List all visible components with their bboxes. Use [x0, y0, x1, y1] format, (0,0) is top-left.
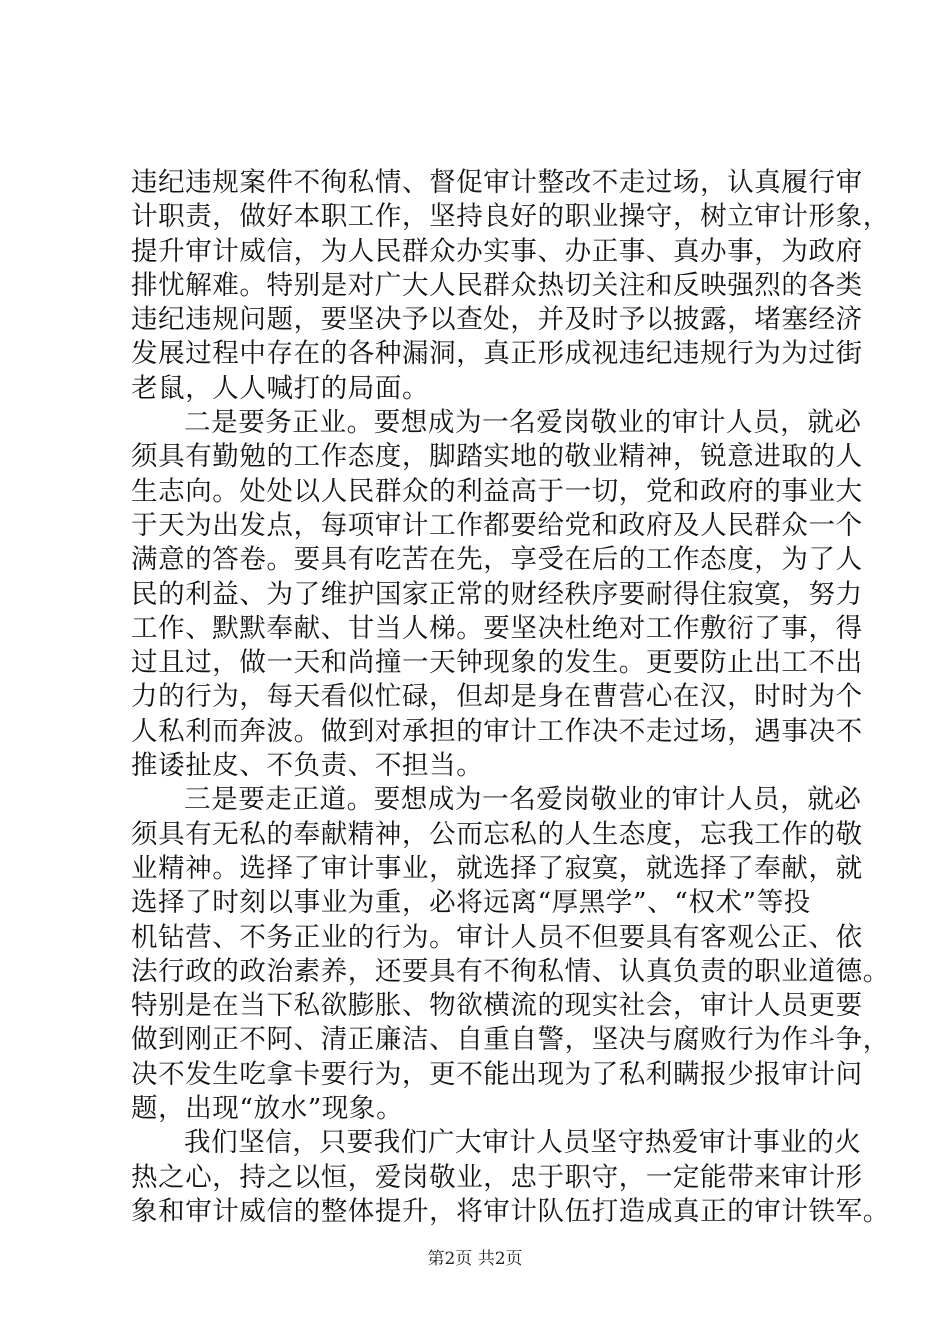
text-line: 提升审计威信，为人民群众办实事、办正事、真办事，为政府	[131, 235, 863, 267]
page-number: 第2页 共2页	[427, 1249, 523, 1269]
text-line: 人私利而奔波。做到对承担的审计工作决不走过场，遇事决不	[131, 715, 863, 747]
text-line: 满意的答卷。要具有吃苦在先，享受在后的工作态度，为了人	[131, 544, 863, 576]
text-line: 我们坚信，只要我们广大审计人员坚守热爱审计事业的火	[184, 1127, 862, 1159]
text-line: 推诿扯皮、不负责、不担当。	[131, 750, 484, 782]
paragraph-3	[131, 783, 890, 1126]
paragraph-2	[131, 406, 863, 783]
text-line: 做到刚正不阿、清正廉洁、自重自警，坚决与腐败行为作斗争，	[131, 1024, 890, 1056]
text-line: 工作、默默奉献、甘当人梯。要坚决杜绝对工作敷衍了事，得	[131, 612, 863, 644]
paragraph-1	[131, 166, 890, 406]
text-line: 须具有勤勉的工作态度，脚踏实地的敬业精神，锐意进取的人	[131, 441, 863, 473]
text-line: 特别是在当下私欲膨胀、物欲横流的现实社会，审计人员更要	[131, 990, 863, 1022]
text-line: 计职责，做好本职工作，坚持良好的职业操守，树立审计形象，	[131, 201, 890, 233]
text-line: 热之心，持之以恒，爱岗敬业，忠于职守，一定能带来审计形	[131, 1161, 863, 1193]
text-line: 发展过程中存在的各种漏洞，真正形成视违纪违规行为为过街	[131, 338, 863, 370]
text-line: 排忧解难。特别是对广大人民群众热切关注和反映强烈的各类	[131, 269, 863, 301]
text-line: 机钻营、不务正业的行为。审计人员不但要具有客观公正、依	[131, 921, 863, 953]
document-body	[131, 166, 890, 1229]
text-line: 违纪违规问题，要坚决予以查处，并及时予以披露，堵塞经济	[131, 304, 863, 336]
text-line: 违纪违规案件不徇私情、督促审计整改不走过场，认真履行审	[131, 167, 863, 198]
text-line: 业精神。选择了审计事业，就选择了寂寞，就选择了奉献，就	[131, 852, 863, 884]
text-line: 于天为出发点，每项审计工作都要给党和政府及人民群众一个	[131, 509, 863, 541]
text-line: 象和审计威信的整体提升，将审计队伍打造成真正的审计铁军。	[131, 1195, 890, 1227]
paragraph-4	[131, 1126, 890, 1229]
text-line: 力的行为，每天看似忙碌，但却是身在曹营心在汉，时时为个	[131, 681, 863, 713]
text-line: 选择了时刻以事业为重，必将远离“厚黑学”、“权术”等投	[131, 887, 811, 919]
text-line: 过且过，做一天和尚撞一天钟现象的发生。更要防止出工不出	[131, 647, 863, 679]
text-line: 民的利益、为了维护国家正常的财经秩序要耐得住寂寞，努力	[131, 578, 863, 610]
text-line: 生志向。处处以人民群众的利益高于一切，党和政府的事业大	[131, 475, 863, 507]
text-line: 须具有无私的奉献精神，公而忘私的人生态度，忘我工作的敬	[131, 818, 863, 850]
text-line: 老鼠，人人喊打的局面。	[131, 372, 430, 404]
text-line: 二是要务正业。要想成为一名爱岗敬业的审计人员，就必	[184, 407, 862, 439]
text-line: 决不发生吃拿卡要行为，更不能出现为了私利瞒报少报审计问	[131, 1058, 863, 1090]
text-line: 三是要走正道。要想成为一名爱岗敬业的审计人员，就必	[184, 784, 862, 816]
text-line: 题，出现“放水”现象。	[131, 1093, 404, 1125]
text-line: 法行政的政治素养，还要具有不徇私情、认真负责的职业道德。	[131, 955, 890, 987]
